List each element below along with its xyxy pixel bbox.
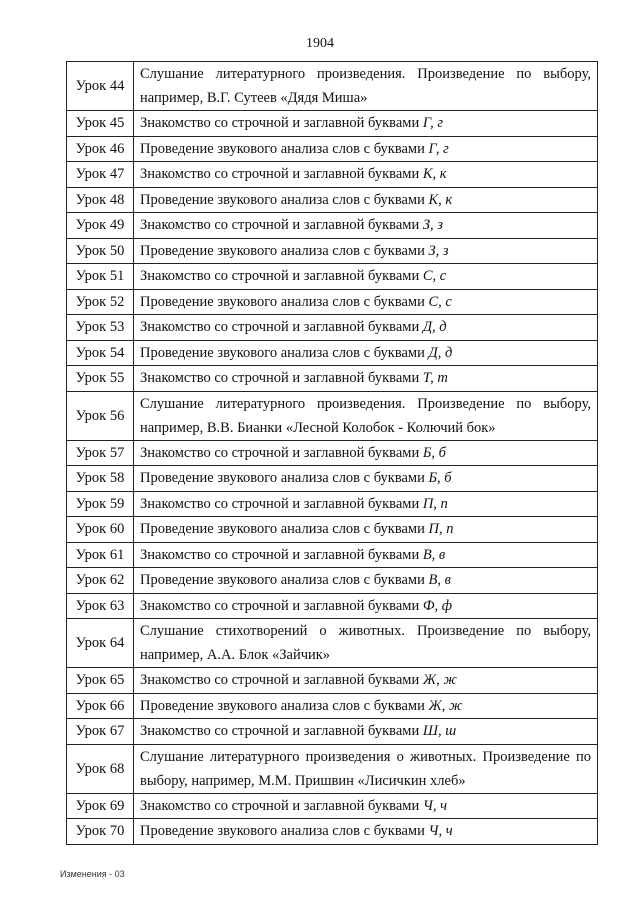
lesson-topic-text: Знакомство со строчной и заглавной буквами [140,597,423,614]
table-row [67,619,598,668]
lesson-topic-text: Слушание литературного произведения о животных. Произведение по выбору, например, М.М. Пришвин «Лисичкин хлеб» [140,748,591,789]
table-row [67,440,598,466]
lesson-letters: С, с [428,293,452,310]
lesson-topic-cell [134,62,598,111]
lesson-number-cell: Урок 53 [67,315,134,341]
lesson-letters: В, в [422,546,446,563]
lesson-number-cell: Урок 46 [67,136,134,162]
lesson-number-cell: Урок 63 [67,593,134,619]
lesson-topic-cell [134,819,598,845]
table-row [67,568,598,594]
lesson-topic-text: Проведение звукового анализа слов с буквами [140,191,429,208]
lesson-number-cell: Урок 56 [67,391,134,440]
table-row [67,264,598,290]
lesson-topic-text: Проведение звукового анализа слов с буквами [140,140,429,157]
lesson-topic-text: Знакомство со строчной и заглавной буквами [140,166,423,183]
lesson-letters: С, с [422,268,447,285]
lesson-topic-cell [134,693,598,719]
lesson-number-cell: Урок 47 [67,162,134,188]
lesson-topic-cell [134,619,598,668]
table-row [67,238,598,264]
table-row [67,315,598,341]
lesson-topic-text: Проведение звукового анализа слов с буквами [140,572,429,589]
lesson-topic-cell [134,542,598,568]
lesson-number-cell: Урок 45 [67,111,134,137]
table-row [67,391,598,440]
lesson-topic-cell [134,440,598,466]
lesson-number-cell: Урок 65 [67,668,134,694]
table-row [67,111,598,137]
table-row [67,593,598,619]
lesson-number-cell: Урок 70 [67,819,134,845]
lesson-letters: П, п [428,521,454,538]
table-row [67,289,598,315]
table-row [67,719,598,745]
lesson-number-cell: Урок 54 [67,340,134,366]
lesson-topic-cell [134,593,598,619]
lesson-number-cell: Урок 51 [67,264,134,290]
lesson-topic-text: Знакомство со строчной и заглавной буквами [140,444,423,461]
lesson-topic-cell [134,213,598,239]
lesson-topic-cell [134,466,598,492]
table-row [67,668,598,694]
table-row [67,213,598,239]
lesson-letters: Ж, ж [422,672,457,689]
lesson-topic-text: Знакомство со строчной и заглавной буквами [140,546,423,563]
table-row [67,136,598,162]
lesson-topic-text: Знакомство со строчной и заглавной буквами [140,115,423,132]
lesson-topic-cell [134,391,598,440]
lesson-topic-text: Знакомство со строчной и заглавной буквами [140,268,423,285]
lesson-topic-cell [134,568,598,594]
lesson-number-cell: Урок 61 [67,542,134,568]
lesson-letters: Ш, ш [422,723,457,740]
lesson-topic-cell [134,668,598,694]
lesson-topic-text: Проведение звукового анализа слов с буквами [140,521,429,538]
lesson-topic-text: Проведение звукового анализа слов с буквами [140,823,429,840]
table-row [67,517,598,543]
lesson-number-cell: Урок 48 [67,187,134,213]
lesson-topic-text: Слушание литературного произведения. Произведение по выбору, например, В.Г. Сутеев «Дядя Миша» [140,66,591,106]
lesson-letters: П, п [422,495,448,512]
lessons-table [66,61,598,845]
lesson-letters: Б, б [422,444,446,461]
lesson-letters: З, з [428,242,449,259]
lesson-topic-text: Знакомство со строчной и заглавной буквами [140,723,423,740]
lesson-number-cell: Урок 69 [67,793,134,819]
lesson-letters: К, к [428,191,453,208]
lesson-number-cell: Урок 68 [67,744,134,793]
lesson-letters: Д, д [422,319,447,336]
lesson-topic-cell [134,517,598,543]
lesson-letters: Ч, ч [422,797,447,814]
lesson-topic-text: Проведение звукового анализа слов с буквами [140,697,429,714]
lesson-topic-text: Проведение звукового анализа слов с буквами [140,470,429,487]
lesson-letters: Т, т [422,370,448,387]
lesson-topic-cell [134,793,598,819]
lesson-topic-cell [134,238,598,264]
lesson-number-cell: Урок 64 [67,619,134,668]
lesson-number-cell: Урок 57 [67,440,134,466]
page-number: 1904 [306,36,334,51]
lesson-topic-cell [134,289,598,315]
lesson-topic-cell [134,136,598,162]
lesson-topic-cell [134,111,598,137]
table-row [67,793,598,819]
lesson-letters: Ж, ж [428,697,463,714]
table-row [67,466,598,492]
lesson-number-cell: Урок 44 [67,62,134,111]
lesson-number-cell: Урок 59 [67,491,134,517]
lesson-letters: Г, г [422,115,444,132]
lesson-letters: К, к [422,166,447,183]
lesson-topic-text: Знакомство со строчной и заглавной буквами [140,217,423,234]
table-row [67,819,598,845]
revision-note: Изменения - 03 [60,869,125,879]
lesson-number-cell: Урок 62 [67,568,134,594]
lesson-number-cell: Урок 49 [67,213,134,239]
lesson-letters: Ф, ф [422,597,453,614]
lesson-number-cell: Урок 58 [67,466,134,492]
lesson-topic-text: Знакомство со строчной и заглавной буквами [140,797,423,814]
lesson-topic-text: Знакомство со строчной и заглавной буквами [140,370,423,387]
lesson-topic-text: Слушание литературного произведения. Произведение по выбору, например, В.В. Бианки «Лесной Колобок - Колючий бок» [140,395,591,436]
lesson-letters: З, з [422,217,443,234]
lesson-topic-text: Знакомство со строчной и заглавной буквами [140,319,423,336]
table-row [67,340,598,366]
table-row [67,491,598,517]
lesson-number-cell: Урок 55 [67,366,134,392]
lesson-topic-cell [134,366,598,392]
lesson-number-cell: Урок 52 [67,289,134,315]
lesson-letters: В, в [428,572,451,589]
lesson-number-cell: Урок 60 [67,517,134,543]
lesson-topic-cell [134,187,598,213]
table-row [67,542,598,568]
lesson-number-cell: Урок 66 [67,693,134,719]
lesson-topic-cell [134,264,598,290]
lesson-letters: Ч, ч [428,823,453,840]
table-row [67,693,598,719]
table-row [67,744,598,793]
lesson-letters: Д, д [428,344,453,361]
lesson-topic-cell [134,315,598,341]
lesson-topic-text: Знакомство со строчной и заглавной буквами [140,495,423,512]
table-row [67,366,598,392]
lesson-topic-text: Проведение звукового анализа слов с буквами [140,242,429,259]
lesson-topic-text: Слушание стихотворений о животных. Произведение по выбору, например, А.А. Блок «Зайчик» [140,623,591,663]
lesson-topic-text: Проведение звукового анализа слов с буквами [140,293,429,310]
table-row [67,187,598,213]
lesson-topic-cell [134,719,598,745]
lesson-topic-cell [134,162,598,188]
lesson-letters: Г, г [428,140,449,157]
lesson-number-cell: Урок 67 [67,719,134,745]
lesson-topic-text: Проведение звукового анализа слов с буквами [140,344,429,361]
lesson-topic-cell [134,744,598,793]
lesson-number-cell: Урок 50 [67,238,134,264]
table-row [67,162,598,188]
lesson-topic-cell [134,491,598,517]
lesson-letters: Б, б [428,470,452,487]
lesson-topic-text: Знакомство со строчной и заглавной буквами [140,672,423,689]
table-row [67,62,598,111]
lesson-topic-cell [134,340,598,366]
lessons-table-body [67,62,598,845]
